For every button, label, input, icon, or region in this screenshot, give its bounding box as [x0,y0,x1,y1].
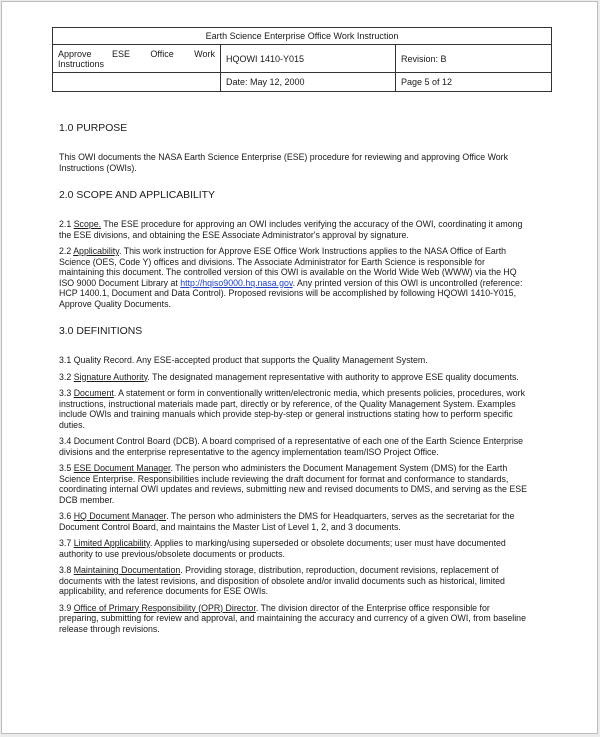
definition-item: 3.3 Document. A statement or form in conventionally written/electronic media, which presents policies, procedures, work instructions, instructional materials made part, directly or by reference, of the Quality Management System. Examples include OWIs and training manuals which provide step-by-step or general instructions stating how to perform specific duties. [59,388,525,430]
definition-item: 3.4 Document Control Board (DCB). A board comprised of a representative of each one of the Earth Science Enterprise divisions and the enterprise representative to the agency implementation team/ISO Project Office. [59,436,524,457]
definition-item: 3.1 Quality Record. Any ESE-accepted product that supports the Quality Management System. [59,355,428,365]
purpose-text: This OWI documents the NASA Earth Science Enterprise (ESE) procedure for reviewing and approving Office Work Instructions (OWIs). [59,152,509,173]
definition-term: Signature Authority [73,371,148,382]
heading-scope: 2.0 SCOPE AND APPLICABILITY [59,190,215,201]
scope-term: Scope. [73,219,102,229]
definition-item: 3.5 ESE Document Manager. The person who administers the Document Management System (DMS) for the Earth Science Enterprise. Responsibilities include reviewing the draft document for format and conformance to standards, coordinating internal OWI updates and reviews, submitting new and revised documents to DMS, and serving as the ESE DCB member. [59,463,527,505]
approve-cell [53,45,221,73]
definition-term: HQ Document Manager [73,511,167,521]
definition-term: Maintaining Documentation [73,565,181,575]
applicability-term: Applicability [73,246,119,256]
definition-term: Quality Record [73,355,132,365]
definition-item: 3.8 Maintaining Documentation. Providing storage, distribution, reproduction, document revisions, replacement of documents with the latest revisions, and disposition of obsolete and/or invalid documents such as historical, limited applicability, and reference documents for ESE OWIs. [59,565,505,596]
definition-item: 3.2 Signature Authority. The designated management representative with authority to approve ESE quality documents. [59,371,519,382]
definition-term: Office of Primary Responsibility (OPR) Director [73,602,256,613]
header-table [52,27,552,92]
approve-word: Approve [58,48,92,59]
definition-term: ESE Document Manager [73,463,171,473]
empty-cell [53,73,221,92]
applicability-paragraph: 2.2 Applicability. This work instruction for Approve ESE Office Work Instructions applies to the NASA Office of Earth Science (OES, Code Y) offices and divisions. The Associate Administrator for Earth Science is responsible for maintaining this document. The controlled version of this OWI is available on the World Wide Web (WWW) via the HQ ISO 9000 Document Library at http://hqiso9000.hq.nasa.gov. Any printed version of this OWI is uncontrolled (reference: HCP 1400.1, Document and Data Control). Proposed revisions will be accomplished by following HQOWI 1410-Y015, Approve Quality Documents. [59,246,523,309]
document-date: Date: May 12, 2000 [221,73,396,92]
approve-word: ESE [111,48,130,59]
definition-term: Limited Applicability [73,538,150,548]
document-body [59,123,527,640]
definition-term: Document Control Board (DCB) [73,436,198,446]
heading-purpose: 1.0 PURPOSE [59,123,128,134]
iso-library-link[interactable]: http://hqiso9000.hq.nasa.gov [180,277,293,288]
revision: Revision: B [396,45,552,73]
approve-continuation: Instructions [58,58,105,69]
definition-item: 3.9 Office of Primary Responsibility (OPR) Director. The division director of the Enterprise office responsible for preparing, submitting for review and approval, and maintaining the accuracy and currency of a given OWI, from baseline release through revisions. [59,602,526,634]
scope-paragraph: 2.1 Scope. The ESE procedure for approving an OWI includes verifying the accuracy of the OWI, coordinating it among the ESE divisions, and obtaining the ESE Associate Administrator's approval by signature. [59,219,523,240]
approve-word: Office [150,48,174,59]
heading-definitions: 3.0 DEFINITIONS [59,326,143,337]
document-page [1,1,598,734]
document-id: HQOWI 1410-Y015 [221,45,396,73]
definition-item: 3.7 Limited Applicability. Applies to marking/using superseded or obsolete documents; user must have documented authority to use previous/obsolete documents or products. [59,538,506,559]
document-title: Earth Science Enterprise Office Work Instruction [53,28,552,45]
approve-word: Work [194,48,215,59]
definitions-list [59,355,527,634]
definition-term: Document [73,388,114,398]
page-number: Page 5 of 12 [396,73,552,92]
definition-item: 3.6 HQ Document Manager. The person who administers the DMS for Headquarters, serves as the secretariat for the Document Control Board, and maintains the Master List of Level 1, 2, and 3 documents. [59,511,515,532]
